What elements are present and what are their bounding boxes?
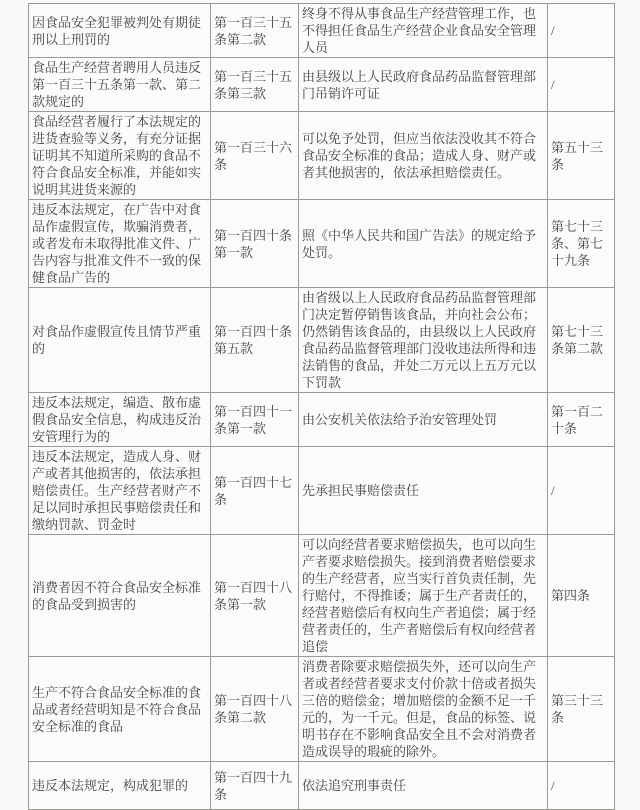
- article-cell: 第一百三十五条第三款: [211, 58, 299, 112]
- violation-cell: 对食品作虚假宣传且情节严重的: [29, 288, 211, 393]
- violation-cell: 违反本法规定，编造、散布虚假食品安全信息，构成违反治安管理行为的: [29, 393, 211, 447]
- penalty-cell: 可以免予处罚，但应当依法没收其不符合食品安全标准的食品；造成人身、财产或者其他损害的，依法承担赔偿责任。: [299, 112, 548, 200]
- table-row: [29, 393, 615, 447]
- violation-cell: 食品经营者履行了本法规定的进货查验等义务，有充分证据证明其不知道所采购的食品不符合食品安全标准，并能如实说明其进货来源的: [29, 112, 211, 200]
- related-article-cell: 第一百二十条: [548, 393, 615, 447]
- penalty-cell: 由省级以上人民政府食品药品监督管理部门决定暂停销售该食品，并向社会公布；仍然销售该食品的，由县级以上人民政府食品药品监督管理部门没收违法所得和违法销售的食品，并处二万元以上五万元以下罚款: [299, 288, 548, 393]
- violation-cell: 因食品安全犯罪被判处有期徒刑以上刑罚的: [29, 4, 211, 58]
- article-cell: 第一百四十条第一款: [211, 200, 299, 288]
- table-row: [29, 657, 615, 762]
- penalty-cell: 先承担民事赔偿责任: [299, 447, 548, 535]
- table-row: [29, 762, 615, 810]
- penalty-cell: 终身不得从事食品生产经营管理工作，也不得担任食品生产经营企业食品安全管理人员: [299, 4, 548, 58]
- related-article-cell: 第七十三条、第七十九条: [548, 200, 615, 288]
- table-row: [29, 4, 615, 58]
- article-cell: 第一百四十七条: [211, 447, 299, 535]
- table-row: [29, 112, 615, 200]
- article-cell: 第一百四十八条第一款: [211, 535, 299, 657]
- table-row: [29, 535, 615, 657]
- related-article-cell: /: [548, 58, 615, 112]
- related-article-cell: 第七十三条第二款: [548, 288, 615, 393]
- violation-cell: 食品生产经营者聘用人员违反第一百三十五条第一款、第二款规定的: [29, 58, 211, 112]
- table-row: [29, 58, 615, 112]
- table-row: [29, 288, 615, 393]
- table-body: [29, 4, 615, 810]
- related-article-cell: 第五十三条: [548, 112, 615, 200]
- violation-cell: 违反本法规定，造成人身、财产或者其他损害的，依法承担赔偿责任。生产经营者财产不足以同时承担民事赔偿责任和缴纳罚款、罚金时: [29, 447, 211, 535]
- related-article-cell: /: [548, 447, 615, 535]
- article-cell: 第一百三十五条第二款: [211, 4, 299, 58]
- violation-cell: 违反本法规定，在广告中对食品作虚假宣传，欺骗消费者，或者发布未取得批准文件、广告内容与批准文件不一致的保健食品广告的: [29, 200, 211, 288]
- article-cell: 第一百四十八条第二款: [211, 657, 299, 762]
- article-cell: 第一百三十六条: [211, 112, 299, 200]
- penalty-cell: 依法追究刑事责任: [299, 762, 548, 810]
- penalty-cell: 可以向经营者要求赔偿损失，也可以向生产者要求赔偿损失。接到消费者赔偿要求的生产经营者，应当实行首负责任制，先行赔付，不得推诿；属于生产者责任的，经营者赔偿后有权向生产者追偿；属于经营者责任的，生产者赔偿后有权向经营者追偿: [299, 535, 548, 657]
- food-safety-penalty-table: [28, 3, 615, 810]
- table-row: [29, 447, 615, 535]
- article-cell: 第一百四十条第五款: [211, 288, 299, 393]
- penalty-cell: 消费者除要求赔偿损失外，还可以向生产者或者经营者要求支付价款十倍或者损失三倍的赔偿金；增加赔偿的金额不足一千元的，为一千元。但是，食品的标签、说明书存在不影响食品安全且不会对消费者造成误导的瑕疵的除外。: [299, 657, 548, 762]
- related-article-cell: /: [548, 762, 615, 810]
- table-row: [29, 200, 615, 288]
- violation-cell: 违反本法规定，构成犯罪的: [29, 762, 211, 810]
- penalty-cell: 由县级以上人民政府食品药品监督管理部门吊销许可证: [299, 58, 548, 112]
- related-article-cell: 第四条: [548, 535, 615, 657]
- article-cell: 第一百四十九条: [211, 762, 299, 810]
- violation-cell: 生产不符合食品安全标准的食品或者经营明知是不符合食品安全标准的食品: [29, 657, 211, 762]
- penalty-cell: 照《中华人民共和国广告法》的规定给予处罚。: [299, 200, 548, 288]
- penalty-cell: 由公安机关依法给予治安管理处罚: [299, 393, 548, 447]
- related-article-cell: /: [548, 4, 615, 58]
- article-cell: 第一百四十一条第一款: [211, 393, 299, 447]
- violation-cell: 消费者因不符合食品安全标准的食品受到损害的: [29, 535, 211, 657]
- related-article-cell: 第三十三条: [548, 657, 615, 762]
